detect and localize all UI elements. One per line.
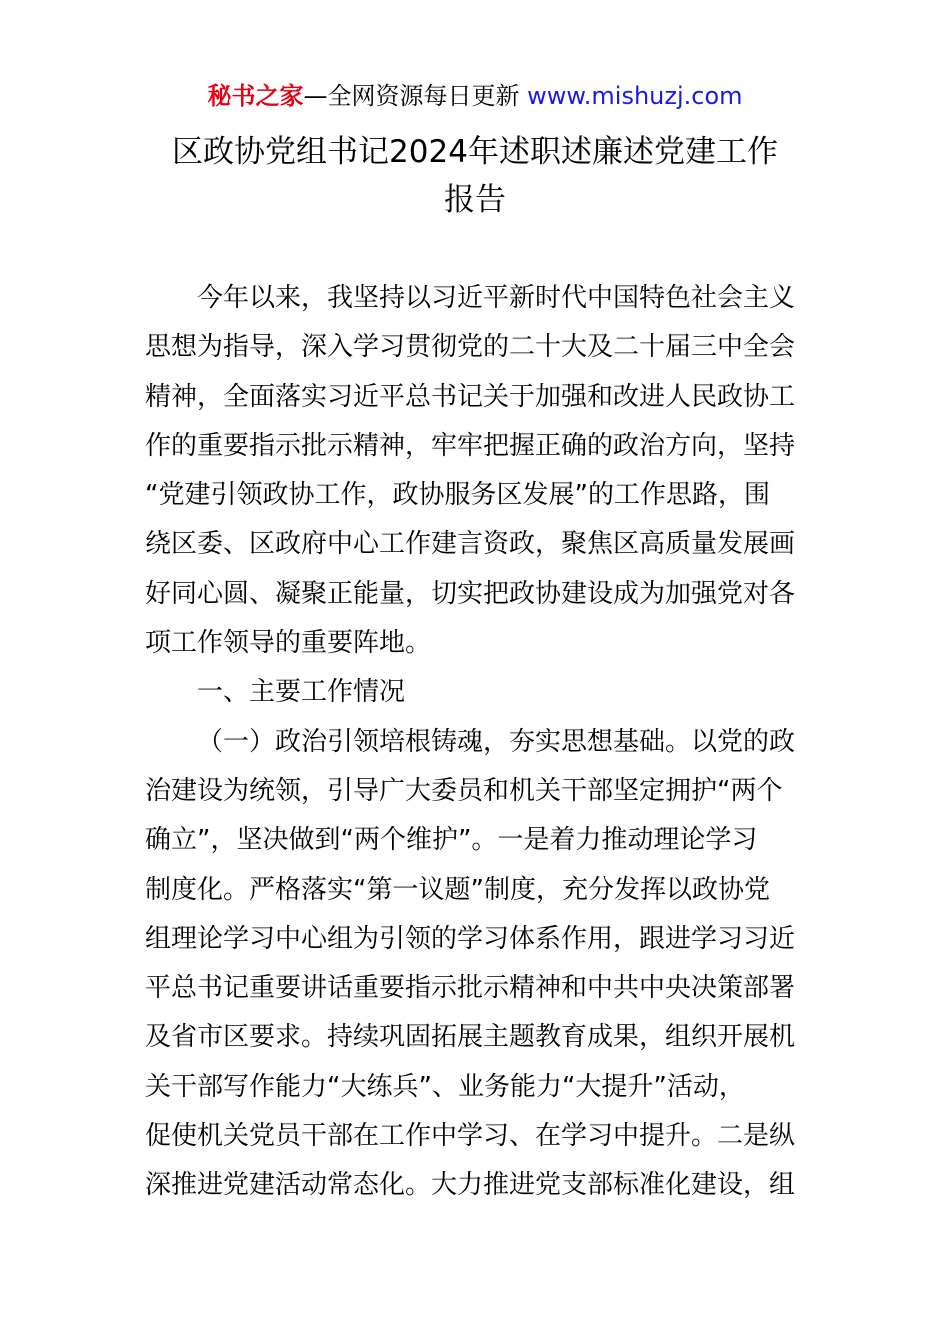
title-line-1: 区政协党组书记2024年述职述廉述党建工作 [172,134,778,170]
body-text-line: 制度化。严格落实“第一议题”制度，充分发挥以政协党 [145,874,770,905]
body-text-line: 确立”，坚决做到“两个维护”。一是着力推动理论学习 [145,825,758,856]
body-text-line: “党建引领政协工作，政协服务区发展”的工作思路，围 [145,480,770,511]
body-text-line: 绕区委、区政府中心工作建言资政，聚焦区高质量发展画 [145,529,796,560]
body-text-line: （一）政治引领培根铸魂，夯实思想基础。以党的政 [197,726,796,757]
body-text-line: 一、主要工作情况 [197,677,406,708]
site-url-link[interactable]: www.mishuzj.com [527,82,743,110]
body-text-line: 深推进党建活动常态化。大力推进党支部标准化建设，组 [145,1170,796,1201]
body-text-line: 及省市区要求。持续巩固拓展主题教育成果，组织开展机 [145,1022,796,1053]
body-text-line: 平总书记重要讲话重要指示批示精神和中共中央决策部署 [145,973,796,1004]
body-text-line: 精神，全面落实习近平总书记关于加强和改进人民政协工 [145,381,796,412]
document-title [145,128,805,224]
body-text-line: 作的重要指示批示精神，牢牢把握正确的政治方向，坚持 [145,430,796,461]
body-text-line: 思想为指导，深入学习贯彻党的二十大及二十届三中全会 [145,332,796,363]
site-header [0,78,950,114]
brand-name: 秘书之家 [207,82,304,110]
body-text-line: 治建设为统领，引导广大委员和机关干部坚定拥护“两个 [145,775,783,806]
header-tagline: —全网资源每日更新 [303,82,528,110]
body-text-line: 好同心圆、凝聚正能量，切实把政协建设成为加强党对各 [145,578,796,609]
body-text-line: 组理论学习中心组为引领的学习体系作用，跟进学习习近 [145,923,796,954]
body-text-line: 项工作领导的重要阵地。 [145,628,432,659]
body-text-line: 促使机关党员干部在工作中学习、在学习中提升。二是纵 [145,1121,796,1152]
body-text-line: 今年以来，我坚持以习近平新时代中国特色社会主义 [197,283,796,313]
document-body [145,274,810,1211]
body-text-line: 关干部写作能力“大练兵”、业务能力“大提升”活动， [145,1071,745,1102]
title-line-2: 报告 [444,182,506,218]
